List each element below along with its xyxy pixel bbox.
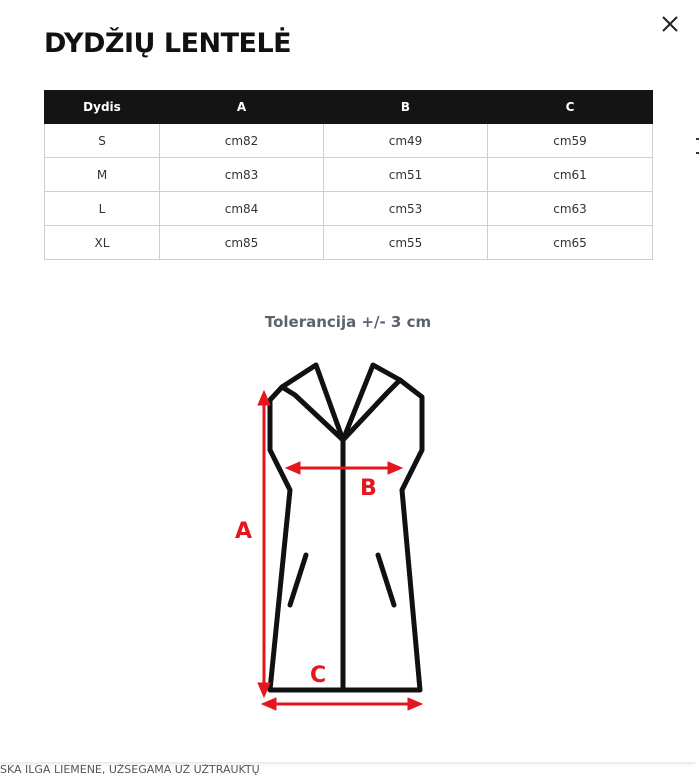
vest-size-diagram xyxy=(222,355,442,720)
right-pocket xyxy=(378,555,394,605)
column-header-c: C xyxy=(488,91,653,124)
modal-title: DYDŽIŲ LENTELĖ xyxy=(44,28,292,59)
column-header-a: A xyxy=(160,91,324,124)
close-button[interactable] xyxy=(656,10,684,38)
table-cell: M xyxy=(45,158,160,192)
table-cell: cm55 xyxy=(324,226,488,260)
tolerance-note: Tolerancija +/- 3 cm xyxy=(264,313,432,331)
table-cell: cm85 xyxy=(160,226,324,260)
table-cell: cm83 xyxy=(160,158,324,192)
column-header-b: B xyxy=(324,91,488,124)
table-cell: S xyxy=(45,124,160,158)
background-page-text: SKA ILGA LIEMENĖ, UŽSEGAMA UŽ UŽTRAUKTŲ xyxy=(0,764,260,776)
label-a: A xyxy=(235,519,253,544)
table-cell: cm51 xyxy=(324,158,488,192)
right-lapel xyxy=(343,365,400,440)
arrow-c-head-left xyxy=(262,698,276,710)
table-row xyxy=(45,192,653,226)
table-row xyxy=(45,226,653,260)
table-cell: cm63 xyxy=(488,192,653,226)
table-cell: cm65 xyxy=(488,226,653,260)
label-b: B xyxy=(360,476,377,501)
left-lapel xyxy=(282,365,343,440)
label-c: C xyxy=(310,663,327,688)
table-cell: cm53 xyxy=(324,192,488,226)
table-row xyxy=(45,158,653,192)
table-cell: XL xyxy=(45,226,160,260)
column-header-size: Dydis xyxy=(45,91,160,124)
arrow-b-head-right xyxy=(388,462,402,474)
table-cell: cm59 xyxy=(488,124,653,158)
close-icon xyxy=(656,10,684,38)
left-pocket xyxy=(290,555,306,605)
table-cell: cm84 xyxy=(160,192,324,226)
arrow-b-head-left xyxy=(286,462,300,474)
arrow-c-head-right xyxy=(408,698,422,710)
table-header-row xyxy=(45,91,653,124)
table-cell: cm61 xyxy=(488,158,653,192)
size-table xyxy=(44,90,653,260)
arrow-a-head-top xyxy=(258,391,270,405)
table-row xyxy=(45,124,653,158)
table-cell: cm82 xyxy=(160,124,324,158)
table-cell: L xyxy=(45,192,160,226)
table-cell: cm49 xyxy=(324,124,488,158)
